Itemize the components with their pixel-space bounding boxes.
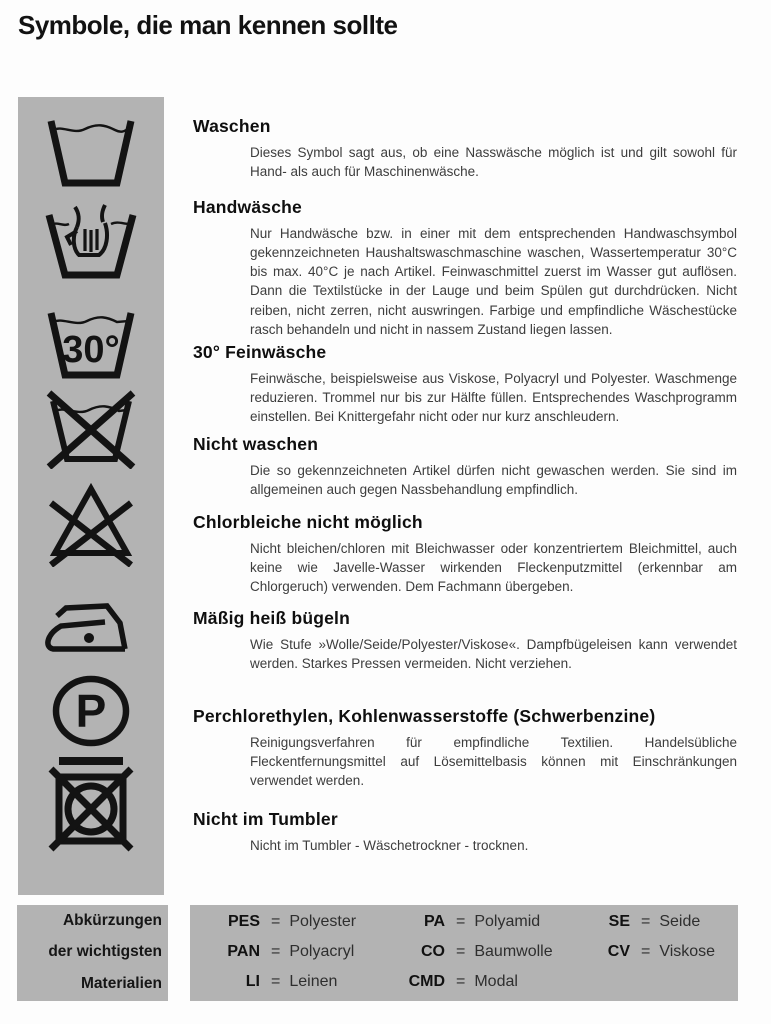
- section-heading: Perchlorethylen, Kohlenwasserstoffe (Schwerbenzine): [193, 706, 656, 726]
- abbr-entry: [208, 973, 393, 991]
- equals-sign: =: [641, 913, 651, 930]
- wash-30-label: 30°: [62, 329, 120, 371]
- no-tumble-dry-icon: [47, 765, 135, 853]
- abbr-code: PA: [423, 913, 445, 930]
- abbr-name: Polyester: [289, 913, 357, 930]
- dry-clean-p-icon: [44, 673, 138, 773]
- abbr-entry: [393, 913, 578, 931]
- section-heading: 30° Feinwäsche: [193, 342, 327, 362]
- abbreviations-label-line: Abkürzungen: [62, 912, 162, 929]
- abbr-entry: [208, 913, 393, 931]
- do-not-wash-icon: [39, 389, 143, 469]
- wash-30-degrees-icon: [41, 307, 141, 381]
- section-heading: Chlorbleiche nicht möglich: [193, 512, 423, 532]
- abbr-entry: [393, 943, 578, 961]
- abbreviations-table: [190, 905, 738, 1001]
- symbol-sidebar: [18, 97, 164, 895]
- section-handwaesche: [193, 197, 739, 339]
- section-heading: Nicht waschen: [193, 434, 319, 454]
- iron-medium-icon: [39, 595, 143, 661]
- symbol-slot: [18, 765, 164, 853]
- abbr-entry: [578, 943, 728, 961]
- section-perchlorethylen: [193, 706, 739, 790]
- abbr-name: Polyamid: [474, 913, 541, 930]
- abbr-name: Seide: [659, 913, 701, 930]
- abbreviations-label-box: [17, 905, 168, 1001]
- section-heading: Waschen: [193, 116, 271, 136]
- abbr-name: Viskose: [659, 943, 716, 960]
- abbr-name: Leinen: [289, 973, 338, 990]
- abbr-code: CMD: [408, 973, 445, 990]
- section-body: Nur Handwäsche bzw. in einer mit dem entsprechenden Handwaschsymbol gekennzeichneten Haushaltswaschmaschine waschen, Wassertemperatur 30°C bis max. 40°C je nach Artikel. Feinwaschmittel zuerst im Wasser gut auflösen. Dann die Textilstücke in der Lauge und beim Spülen gut durchdrücken. Nicht reiben, nicht zerren, nicht auswringen. Farbige und empfindliche Wäschestücke rasch behandeln und nicht in nassem Zustand liegen lassen.: [250, 226, 737, 337]
- section-nicht-waschen: [193, 434, 739, 499]
- section-tumbler: [193, 809, 739, 855]
- abbr-name: Polyacryl: [289, 943, 355, 960]
- symbol-slot: [18, 201, 164, 281]
- section-body: Wie Stufe »Wolle/Seide/Polyester/Viskose«. Dampfbügeleisen kann verwendet werden. Starkes Pressen vermeiden. Nicht verziehen.: [250, 637, 737, 672]
- section-feinwaesche: [193, 342, 739, 426]
- abbr-code: LI: [245, 973, 260, 990]
- equals-sign: =: [271, 973, 281, 990]
- equals-sign: =: [271, 943, 281, 960]
- symbol-slot: [18, 595, 164, 661]
- abbr-code: SE: [608, 913, 630, 930]
- abbr-entry: [578, 913, 728, 931]
- equals-sign: =: [271, 913, 281, 930]
- abbreviations-label-line: Materialien: [81, 974, 162, 992]
- abbr-code: PES: [227, 913, 260, 930]
- dry-clean-p-label: P: [75, 685, 107, 737]
- wash-tub-icon: [41, 113, 141, 191]
- no-chlorine-bleach-icon: [41, 481, 141, 567]
- equals-sign: =: [456, 913, 466, 930]
- page-title: Symbole, die man kennen sollte: [18, 10, 398, 40]
- symbol-slot: [18, 673, 164, 773]
- section-waschen: [193, 116, 739, 181]
- section-heading: Handwäsche: [193, 197, 302, 217]
- abbr-code: CV: [607, 943, 630, 960]
- equals-sign: =: [641, 943, 651, 960]
- section-body: Reinigungsverfahren für empfindliche Textilien. Handelsübliche Fleckentfernungsmittel auf Lösemittelbasis können mit Einschränkungen verwendet werden.: [250, 735, 737, 789]
- symbol-slot: [18, 481, 164, 567]
- abbr-entry: [393, 973, 578, 991]
- abbr-code: CO: [421, 943, 445, 960]
- section-heading: Mäßig heiß bügeln: [193, 608, 351, 628]
- section-body: Die so gekennzeichneten Artikel dürfen nicht gewaschen werden. Sie sind im allgemeinen auch gegen Nassbehandlung empfindlich.: [250, 463, 737, 498]
- abbr-name: Modal: [474, 973, 518, 990]
- abbr-entry: [208, 943, 393, 961]
- symbol-slot: [18, 389, 164, 469]
- abbreviations-label-line: der wichtigsten: [48, 943, 162, 961]
- section-body: Dieses Symbol sagt aus, ob eine Nasswäsche möglich ist und gilt sowohl für Hand- als auch für Maschinenwäsche.: [250, 145, 737, 180]
- abbr-code: PAN: [227, 943, 260, 960]
- section-chlorbleiche: [193, 512, 739, 596]
- equals-sign: =: [456, 943, 466, 960]
- symbol-slot: [18, 113, 164, 191]
- equals-sign: =: [456, 973, 466, 990]
- abbr-name: Baumwolle: [474, 943, 553, 960]
- section-buegeln: [193, 608, 739, 673]
- section-body: Nicht im Tumbler - Wäschetrockner - trocknen.: [250, 838, 529, 853]
- symbol-slot: [18, 307, 164, 381]
- hand-wash-icon: [39, 201, 143, 281]
- section-heading: Nicht im Tumbler: [193, 809, 338, 829]
- section-body: Nicht bleichen/chloren mit Bleichwasser oder konzentriertem Bleichmittel, auch keine wie Javelle-Wasser wirkenden Fleckenputzmittel (erkennbar am Chlorgeruch) verwenden. Dem Fachmann übergeben.: [250, 541, 737, 595]
- section-body: Feinwäsche, beispielsweise aus Viskose, Polyacryl und Polyester. Waschmenge reduzieren. Trommel nur bis zur Hälfte füllen. Entsprechendes Waschprogramm einstellen. Bei Knittergefahr nicht oder nur kurz anschleudern.: [250, 371, 737, 425]
